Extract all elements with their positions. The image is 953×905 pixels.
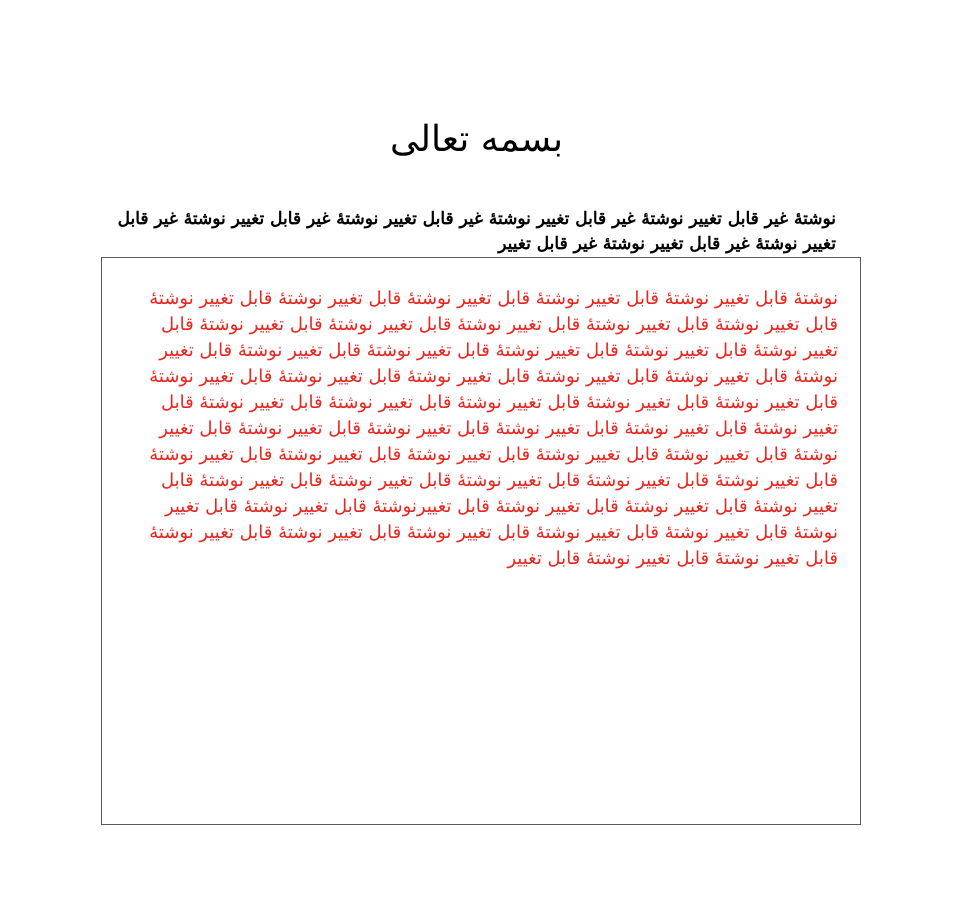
page-title: بسمه تعالی	[389, 119, 564, 160]
editable-text-area[interactable]: نوشتهٔ قابل تغییر نوشتهٔ قابل تغییر نوشتهٔ قابل تغییر نوشتهٔ قابل تغییر نوشتهٔ قابل تغییر نوشتهٔ قابل تغییر نوشتهٔ قابل تغییر نوشتهٔ قابل تغییر نوشتهٔ قابل تغییر نوشتهٔ قابل تغییر نوشتهٔ قابل تغییر نوشتهٔ قابل تغییر نوشتهٔ قابل تغییر نوشتهٔ قابل تغییر نوشتهٔ قابل تغییر نوشتهٔ قابل تغییر نوشتهٔ قابل تغییر نوشتهٔ قابل تغییر نوشتهٔ قابل تغییر نوشتهٔ قابل تغییر نوشتهٔ قابل تغییر نوشتهٔ قابل تغییر نوشتهٔ قابل تغییر نوشتهٔ قابل تغییر نوشتهٔ قابل تغییر نوشتهٔ قابل تغییر نوشتهٔ قابل تغییر نوشتهٔ قابل تغییر نوشتهٔ قابل تغییر نوشتهٔ قابل تغییر نوشتهٔ قابل تغییر نوشتهٔ قابل تغییر نوشتهٔ قابل تغییر نوشتهٔ قابل تغییر نوشتهٔ قابل تغییر نوشتهٔ قابل تغییر نوشتهٔ قابل تغییر نوشتهٔ قابل تغییر نوشتهٔ قابل تغییر نوشتهٔ قابل تغییر نوشتهٔ قابل تغییر نوشتهٔ قابل تغییر نوشتهٔ قابل تغییر نوشتهٔ قابل تغییر نوشتهٔ قابل تغییر نوشتهٔ قابل تغییرنوشتهٔ قابل تغییر نوشتهٔ قابل تغییر نوشتهٔ قابل تغییر نوشتهٔ قابل تغییر نوشتهٔ قابل تغییر نوشتهٔ قابل تغییر نوشتهٔ قابل تغییر نوشتهٔ قابل تغییر نوشتهٔ قابل تغییر نوشتهٔ قابل تغییر	[101, 257, 861, 825]
read-only-text: نوشتهٔ غیر قابل تغییر نوشتهٔ غیر قابل تغییر نوشتهٔ غیر قابل تغییر نوشتهٔ غیر قابل تغییر نوشتهٔ غیر قابل تغییر نوشتهٔ غیر قابل تغییر نوشتهٔ غیر قابل تغییر	[117, 209, 836, 254]
